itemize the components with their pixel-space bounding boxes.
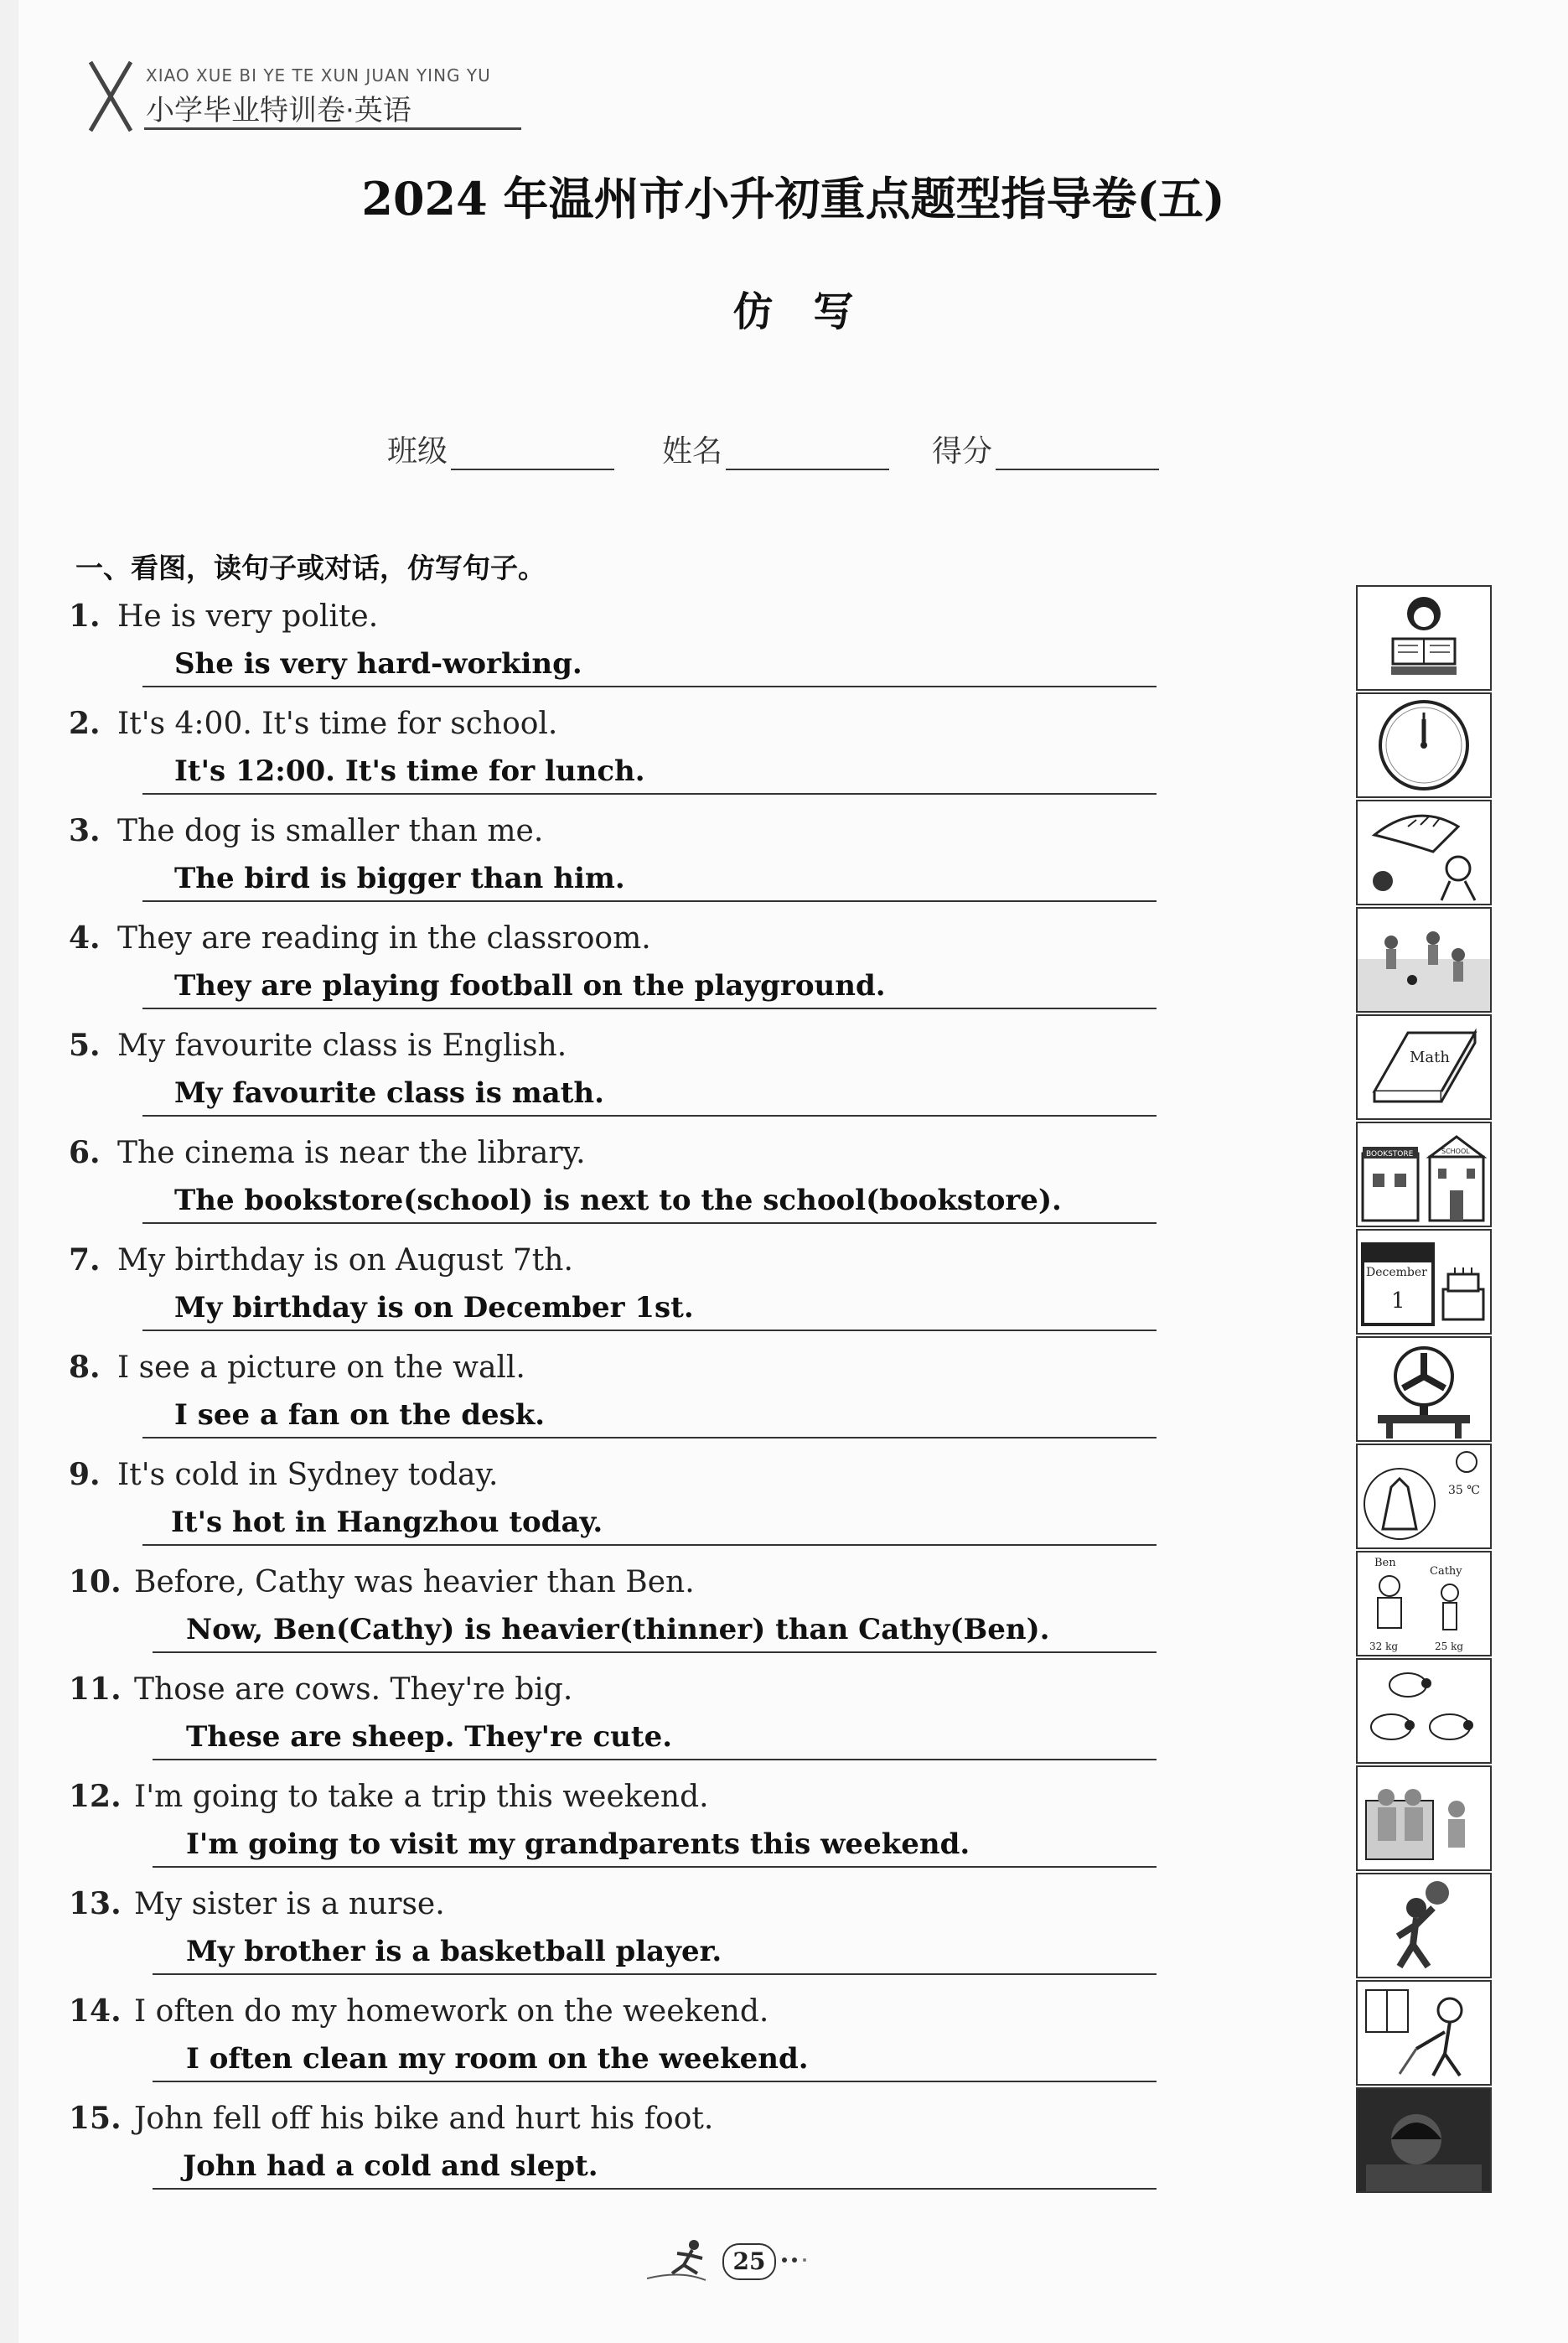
calendar-month: December [1366, 1266, 1427, 1279]
section-heading: 一、看图，读句子或对话，仿写句子。 [75, 552, 546, 584]
page-footer [630, 2237, 848, 2287]
fan-on-desk-picture [1356, 1336, 1492, 1442]
class-label: 班级 [387, 434, 448, 469]
playground-football-picture [1356, 907, 1492, 1013]
answer-line [142, 686, 1157, 687]
bookstore-school-picture [1356, 1122, 1492, 1227]
page-number: 25 [722, 2243, 776, 2280]
item-number: 15. [69, 2101, 122, 2136]
school-sign: SCHOOL [1441, 1148, 1470, 1155]
class-blank[interactable] [451, 435, 614, 470]
answer-line [142, 793, 1157, 795]
score-field[interactable] [932, 428, 1159, 470]
question-text: He is very polite. [117, 599, 379, 634]
bird-and-boy-picture [1356, 800, 1492, 905]
exercise-item-3 [69, 813, 1158, 920]
exercise-item-11 [69, 1672, 1158, 1779]
item-number: 14. [69, 1993, 122, 2029]
page-subtitle: 仿写 [732, 288, 894, 335]
sick-in-bed-picture [1356, 2087, 1492, 2193]
answer-line [142, 1437, 1157, 1438]
answer-text: It's hot in Hangzhou today. [171, 1506, 603, 1539]
item-number: 11. [69, 1672, 122, 1707]
question-text: My favourite class is English. [117, 1029, 567, 1063]
item-number: 8. [69, 1350, 101, 1385]
answer-line [142, 1115, 1157, 1117]
exercise-item-1 [69, 599, 1158, 706]
answer-line [153, 1651, 1157, 1653]
name-blank[interactable] [726, 435, 889, 470]
clock-picture [1356, 692, 1492, 798]
calendar-cake-picture [1356, 1229, 1492, 1335]
answer-text: The bird is bigger than him. [174, 862, 625, 895]
answer-text: They are playing football on the playground. [174, 969, 886, 1003]
math-book-picture [1356, 1014, 1492, 1120]
question-text: It's 4:00. It's time for school. [117, 707, 558, 741]
item-number: 9. [69, 1457, 101, 1492]
question-text: My birthday is on August 7th. [117, 1243, 573, 1278]
answer-text: My favourite class is math. [174, 1076, 604, 1110]
question-text: I'm going to take a trip this weekend. [134, 1780, 709, 1814]
answer-line [153, 1866, 1157, 1868]
worksheet-page [18, 0, 1568, 2343]
visit-grandparents-picture [1356, 1765, 1492, 1871]
answer-text: She is very hard-working. [174, 647, 582, 681]
item-number: 10. [69, 1564, 122, 1599]
header-book-title: 小学毕业特训卷·英语 [146, 94, 411, 127]
exercise-item-10 [69, 1564, 1158, 1672]
question-text: John fell off his bike and hurt his foot. [134, 2102, 714, 2136]
name-label: 姓名 [662, 434, 723, 469]
item-number: 1. [69, 599, 101, 634]
answer-line [153, 1759, 1157, 1760]
answer-text: It's 12:00. It's time for lunch. [174, 754, 645, 788]
answer-text: These are sheep. They're cute. [186, 1720, 673, 1754]
class-field[interactable] [387, 428, 614, 470]
answer-text: My brother is a basketball player. [186, 1935, 722, 1968]
exercise-item-5 [69, 1028, 1158, 1135]
exercise-item-9 [69, 1457, 1158, 1564]
cathy-label: Cathy [1430, 1565, 1462, 1578]
decorative-dots [779, 2255, 813, 2265]
exercise-item-14 [69, 1993, 1158, 2101]
exercise-item-13 [69, 1886, 1158, 1993]
cleaning-room-picture [1356, 1980, 1492, 2086]
math-book-label: Math [1410, 1049, 1450, 1066]
answer-text: I'm going to visit my grandparents this weekend. [186, 1827, 970, 1861]
item-number: 13. [69, 1886, 122, 1921]
answer-text: I see a fan on the desk. [174, 1398, 546, 1432]
exercise-item-6 [69, 1135, 1158, 1242]
basketball-player-picture [1356, 1873, 1492, 1978]
exercise-item-7 [69, 1242, 1158, 1350]
question-text: Those are cows. They're big. [134, 1672, 573, 1707]
question-text: The dog is smaller than me. [117, 814, 544, 848]
question-text: Before, Cathy was heavier than Ben. [134, 1565, 695, 1599]
ben-cathy-weight-picture [1356, 1551, 1492, 1656]
answer-line [142, 900, 1157, 902]
answer-text: John had a cold and slept. [183, 2149, 598, 2183]
exercise-item-8 [69, 1350, 1158, 1457]
question-text: The cinema is near the library. [117, 1136, 586, 1170]
item-number: 4. [69, 920, 101, 956]
cathy-weight: 25 kg [1435, 1641, 1464, 1652]
item-number: 12. [69, 1779, 122, 1814]
answer-text: I often clean my room on the weekend. [186, 2042, 809, 2076]
question-text: My sister is a nurse. [134, 1887, 445, 1921]
question [69, 599, 378, 634]
answer-line [142, 1330, 1157, 1331]
series-logo-x [85, 59, 136, 134]
item-number: 3. [69, 813, 101, 848]
ben-label: Ben [1374, 1557, 1396, 1569]
answer-line [153, 2081, 1157, 2082]
item-number: 6. [69, 1135, 101, 1170]
score-label: 得分 [932, 434, 993, 469]
answer-line [142, 1222, 1157, 1224]
calendar-day: 1 [1391, 1288, 1405, 1314]
answer-text: My birthday is on December 1st. [174, 1291, 694, 1324]
answer-line [153, 1973, 1157, 1975]
hangzhou-hot-picture [1356, 1444, 1492, 1549]
girl-reading-picture [1356, 585, 1492, 691]
answer-text: Now, Ben(Cathy) is heavier(thinner) than Cathy(Ben). [186, 1613, 1050, 1646]
exercise-item-15 [69, 2101, 1158, 2208]
question-text: It's cold in Sydney today. [117, 1458, 499, 1492]
header-underline [144, 127, 521, 130]
answer-line [142, 1008, 1157, 1009]
sheep-picture [1356, 1658, 1492, 1764]
temperature-label: 35 ℃ [1448, 1484, 1480, 1497]
exercise-item-12 [69, 1779, 1158, 1886]
item-number: 5. [69, 1028, 101, 1063]
ben-weight: 32 kg [1369, 1641, 1399, 1652]
header-pinyin: XIAO XUE BI YE TE XUN JUAN YING YU [146, 65, 491, 86]
answer-text: The bookstore(school) is next to the school(bookstore). [174, 1184, 1062, 1217]
answer-line [153, 2188, 1157, 2190]
exercise-item-2 [69, 706, 1158, 813]
answer-line [142, 1544, 1157, 1546]
question-text: I see a picture on the wall. [117, 1350, 525, 1385]
page-title: 2024 年温州市小升初重点题型指导卷(五) [361, 172, 1225, 225]
exercise-item-4 [69, 920, 1158, 1028]
item-number: 2. [69, 706, 101, 741]
name-field[interactable] [662, 428, 889, 470]
question-text: They are reading in the classroom. [117, 921, 651, 956]
runner-icon [647, 2237, 722, 2287]
bookstore-sign: BOOKSTORE [1366, 1150, 1414, 1159]
question-text: I often do my homework on the weekend. [134, 1994, 769, 2029]
score-blank[interactable] [996, 435, 1159, 470]
item-number: 7. [69, 1242, 101, 1278]
